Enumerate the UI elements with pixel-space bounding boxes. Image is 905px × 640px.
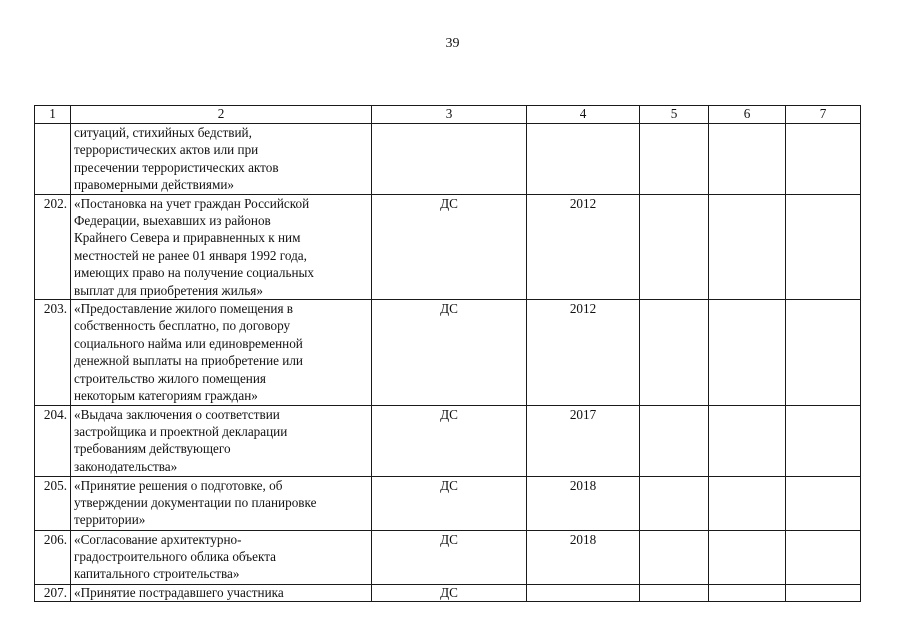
column-5-cell <box>640 584 709 601</box>
service-name-cell <box>71 584 372 601</box>
registry-table <box>34 105 861 602</box>
service-name-line: правомерными действиями» <box>74 177 234 193</box>
row-number-cell: 206. <box>35 530 71 584</box>
column-6-cell <box>709 476 786 530</box>
service-name-line: утверждении документации по планировке <box>74 494 317 510</box>
service-name-cell <box>71 300 372 405</box>
header-cell-4: 4 <box>527 106 640 124</box>
header-cell-7: 7 <box>786 106 861 124</box>
row-number-cell <box>35 124 71 195</box>
column-7-cell <box>786 194 861 299</box>
row-number-cell: 205. <box>35 476 71 530</box>
table-header-row <box>35 106 861 124</box>
service-name-line: имеющих право на получение социальных <box>74 265 314 281</box>
header-cell-2: 2 <box>71 106 372 124</box>
service-name-line: пресечении террористических актов <box>74 159 279 175</box>
table-body <box>35 106 861 602</box>
header-cell-1: 1 <box>35 106 71 124</box>
service-name-line: градостроительного облика объекта <box>74 548 276 564</box>
service-name-line: собственность бесплатно, по договору <box>74 318 291 334</box>
column-7-cell <box>786 584 861 601</box>
header-cell-3: 3 <box>372 106 527 124</box>
service-name-line: социального найма или единовременной <box>74 335 303 351</box>
service-name-line: «Принятие решения о подготовке, об <box>74 477 283 493</box>
page-number: 39 <box>445 36 460 51</box>
column-4-cell: 2012 <box>527 300 640 405</box>
column-7-cell <box>786 124 861 195</box>
column-5-cell <box>640 405 709 476</box>
service-name-cell <box>71 124 372 195</box>
column-4-cell <box>527 124 640 195</box>
column-3-cell: ДС <box>372 405 527 476</box>
row-number-cell: 203. <box>35 300 71 405</box>
column-6-cell <box>709 124 786 195</box>
service-name-cell <box>71 530 372 584</box>
service-name-line: застройщика и проектной декларации <box>74 423 288 439</box>
column-4-cell <box>527 584 640 601</box>
column-5-cell <box>640 300 709 405</box>
column-3-cell <box>372 124 527 195</box>
column-4-cell: 2017 <box>527 405 640 476</box>
row-number-cell: 204. <box>35 405 71 476</box>
table-row <box>35 124 861 195</box>
column-7-cell <box>786 405 861 476</box>
column-3-cell: ДС <box>372 530 527 584</box>
service-name-line: местностей не ранее 01 января 1992 года, <box>74 247 307 263</box>
service-name-cell <box>71 194 372 299</box>
column-4-cell: 2012 <box>527 194 640 299</box>
service-name-line: Крайнего Севера и приравненных к ним <box>74 230 301 246</box>
table-row <box>35 476 861 530</box>
service-name-line: террористических актов или при <box>74 142 259 158</box>
column-7-cell <box>786 300 861 405</box>
service-name-line: ситуаций, стихийных бедствий, <box>74 125 252 140</box>
column-5-cell <box>640 124 709 195</box>
service-name-line: капитального строительства» <box>74 566 240 582</box>
column-6-cell <box>709 405 786 476</box>
table-row <box>35 194 861 299</box>
column-3-cell: ДС <box>372 194 527 299</box>
header-cell-6: 6 <box>709 106 786 124</box>
column-3-cell: ДС <box>372 476 527 530</box>
table-row <box>35 530 861 584</box>
service-name-line: «Принятие пострадавшего участника <box>74 584 284 600</box>
service-name-line: Федерации, выехавших из районов <box>74 213 271 229</box>
row-number-cell: 202. <box>35 194 71 299</box>
service-name-line: законодательства» <box>74 458 178 474</box>
service-name-line: требованиям действующего <box>74 441 231 457</box>
column-6-cell <box>709 530 786 584</box>
row-number-cell: 207. <box>35 584 71 601</box>
service-name-line: денежной выплаты на приобретение или <box>74 353 303 369</box>
service-name-line: некоторым категориям граждан» <box>74 388 258 404</box>
column-4-cell: 2018 <box>527 530 640 584</box>
service-name-line: «Постановка на учет граждан Российской <box>74 195 310 211</box>
table-row <box>35 584 861 601</box>
column-3-cell: ДС <box>372 584 527 601</box>
column-5-cell <box>640 476 709 530</box>
column-3-cell: ДС <box>372 300 527 405</box>
column-5-cell <box>640 530 709 584</box>
column-6-cell <box>709 194 786 299</box>
column-4-cell: 2018 <box>527 476 640 530</box>
table-row <box>35 300 861 405</box>
table-row <box>35 405 861 476</box>
service-name-line: выплат для приобретения жилья» <box>74 282 263 298</box>
column-7-cell <box>786 476 861 530</box>
service-name-line: «Предоставление жилого помещения в <box>74 301 294 317</box>
service-name-line: «Согласование архитектурно- <box>74 531 242 547</box>
service-name-line: «Выдача заключения о соответствии <box>74 406 280 422</box>
header-cell-5: 5 <box>640 106 709 124</box>
column-7-cell <box>786 530 861 584</box>
service-name-line: территории» <box>74 512 146 528</box>
service-name-cell <box>71 476 372 530</box>
column-5-cell <box>640 194 709 299</box>
column-6-cell <box>709 584 786 601</box>
column-6-cell <box>709 300 786 405</box>
service-name-line: строительство жилого помещения <box>74 370 266 386</box>
service-name-cell <box>71 405 372 476</box>
